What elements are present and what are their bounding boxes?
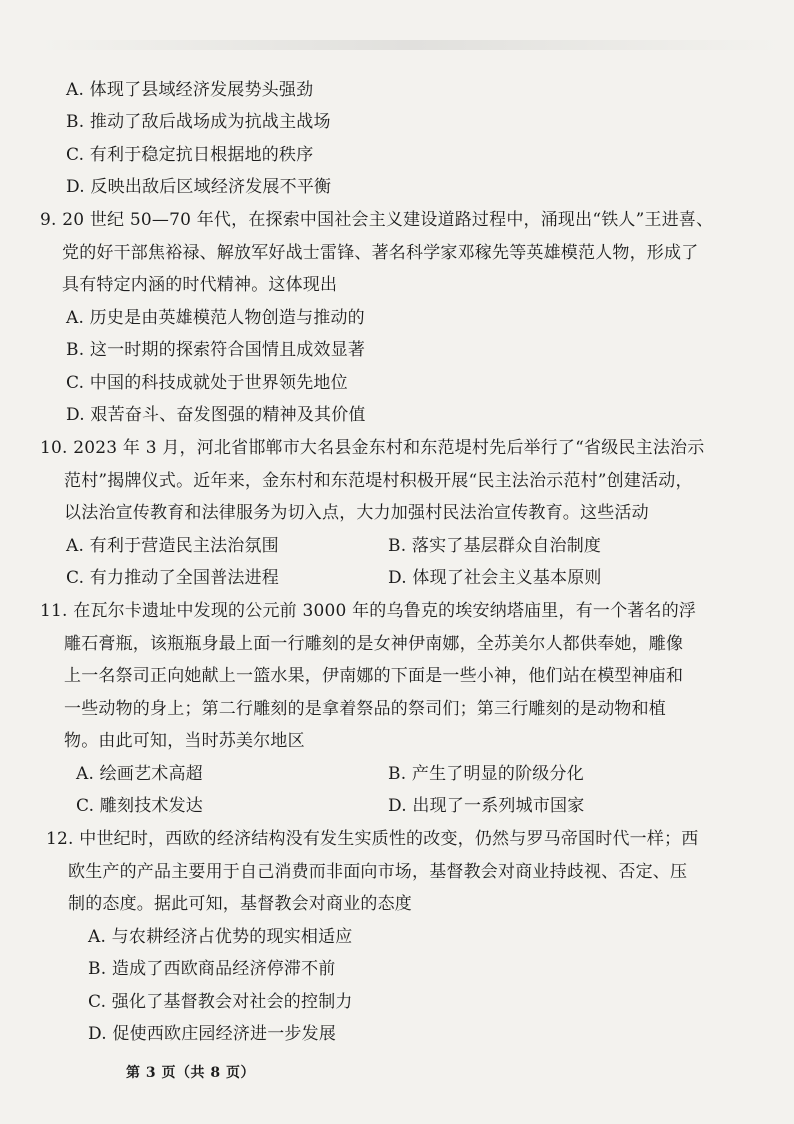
q8-option-d: D. 反映出敌后区域经济发展不平衡 <box>66 177 332 197</box>
q11-stem-line-4: 一些动物的身上；第二行雕刻的是拿着祭品的祭司们；第三行雕刻的是动物和植 <box>64 699 666 719</box>
q8-option-b: B. 推动了敌后战场成为抗战主战场 <box>66 112 331 132</box>
q10-option-d: D. 体现了社会主义基本原则 <box>388 568 602 588</box>
q12-option-c: C. 强化了基督教会对社会的控制力 <box>88 992 353 1012</box>
q11-option-d: D. 出现了一系列城市国家 <box>388 796 585 816</box>
q11-stem-line-3: 上一名祭司正向她献上一篮水果，伊南娜的下面是一些小神，他们站在模型神庙和 <box>64 666 684 686</box>
q10-option-c: C. 有力推动了全国普法进程 <box>66 568 280 588</box>
page-number-footer: 第 3 页（共 8 页） <box>126 1065 255 1081</box>
q12-option-b: B. 造成了西欧商品经济停滞不前 <box>88 959 336 979</box>
q10-option-a: A. 有利于营造民主法治氛围 <box>66 536 279 556</box>
q9-option-c: C. 中国的科技成就处于世界领先地位 <box>66 373 348 393</box>
q10-stem-line-3: 以法治宣传教育和法律服务为切入点，大力加强村民法治宣传教育。这些活动 <box>64 503 649 523</box>
q12-stem-line-3: 制的态度。据此可知，基督教会对商业的态度 <box>68 894 412 914</box>
q12-option-a: A. 与农耕经济占优势的现实相适应 <box>88 927 353 947</box>
q12-stem-line-2: 欧生产的产品主要用于自己消费而非面向市场，基督教会对商业持歧视、否定、压 <box>68 862 688 882</box>
q10-option-b: B. 落实了基层群众自治制度 <box>388 536 602 556</box>
q11-option-b: B. 产生了明显的阶级分化 <box>388 764 584 784</box>
q9-stem-line-2: 党的好干部焦裕禄、解放军好战士雷锋、著名科学家邓稼先等英雄模范人物，形成了 <box>62 243 699 263</box>
q11-stem-line-5: 物。由此可知，当时苏美尔地区 <box>64 731 305 751</box>
q8-option-a: A. 体现了县域经济发展势头强劲 <box>66 80 314 100</box>
q12-option-d: D. 促使西欧庄园经济进一步发展 <box>88 1024 337 1044</box>
q11-option-c: C. 雕刻技术发达 <box>76 796 204 816</box>
q12-stem-line-1: 12. 中世纪时，西欧的经济结构没有发生实质性的改变，仍然与罗马帝国时代一样；西 <box>46 829 699 849</box>
q9-stem-line-3: 具有特定内涵的时代精神。这体现出 <box>62 275 338 295</box>
q9-option-a: A. 历史是由英雄模范人物创造与推动的 <box>66 308 365 328</box>
q9-option-d: D. 艰苦奋斗、奋发图强的精神及其价值 <box>66 405 366 425</box>
q9-stem-line-1: 9. 20 世纪 50—70 年代，在探索中国社会主义建设道路过程中，涌现出“铁人”王进喜、 <box>40 210 714 230</box>
q11-stem-line-2: 雕石膏瓶，该瓶瓶身最上面一行雕刻的是女神伊南娜，全苏美尔人都供奉她，雕像 <box>64 634 684 654</box>
q11-stem-line-1: 11. 在瓦尔卡遗址中发现的公元前 3000 年的乌鲁克的埃安纳塔庙里，有一个著名的浮 <box>40 601 697 621</box>
q10-stem-line-2: 范村”揭牌仪式。近年来，金东村和东范堤村积极开展“民主法治示范村”创建活动， <box>64 471 693 491</box>
q11-option-a: A. 绘画艺术高超 <box>76 764 203 784</box>
q9-option-b: B. 这一时期的探索符合国情且成效显著 <box>66 340 366 360</box>
q8-option-c: C. 有利于稳定抗日根据地的秩序 <box>66 145 314 165</box>
q10-stem-line-1: 10. 2023 年 3 月，河北省邯郸市大名县金东村和东范堤村先后举行了“省级民主法治示 <box>40 438 705 458</box>
scan-smudge <box>40 40 780 50</box>
